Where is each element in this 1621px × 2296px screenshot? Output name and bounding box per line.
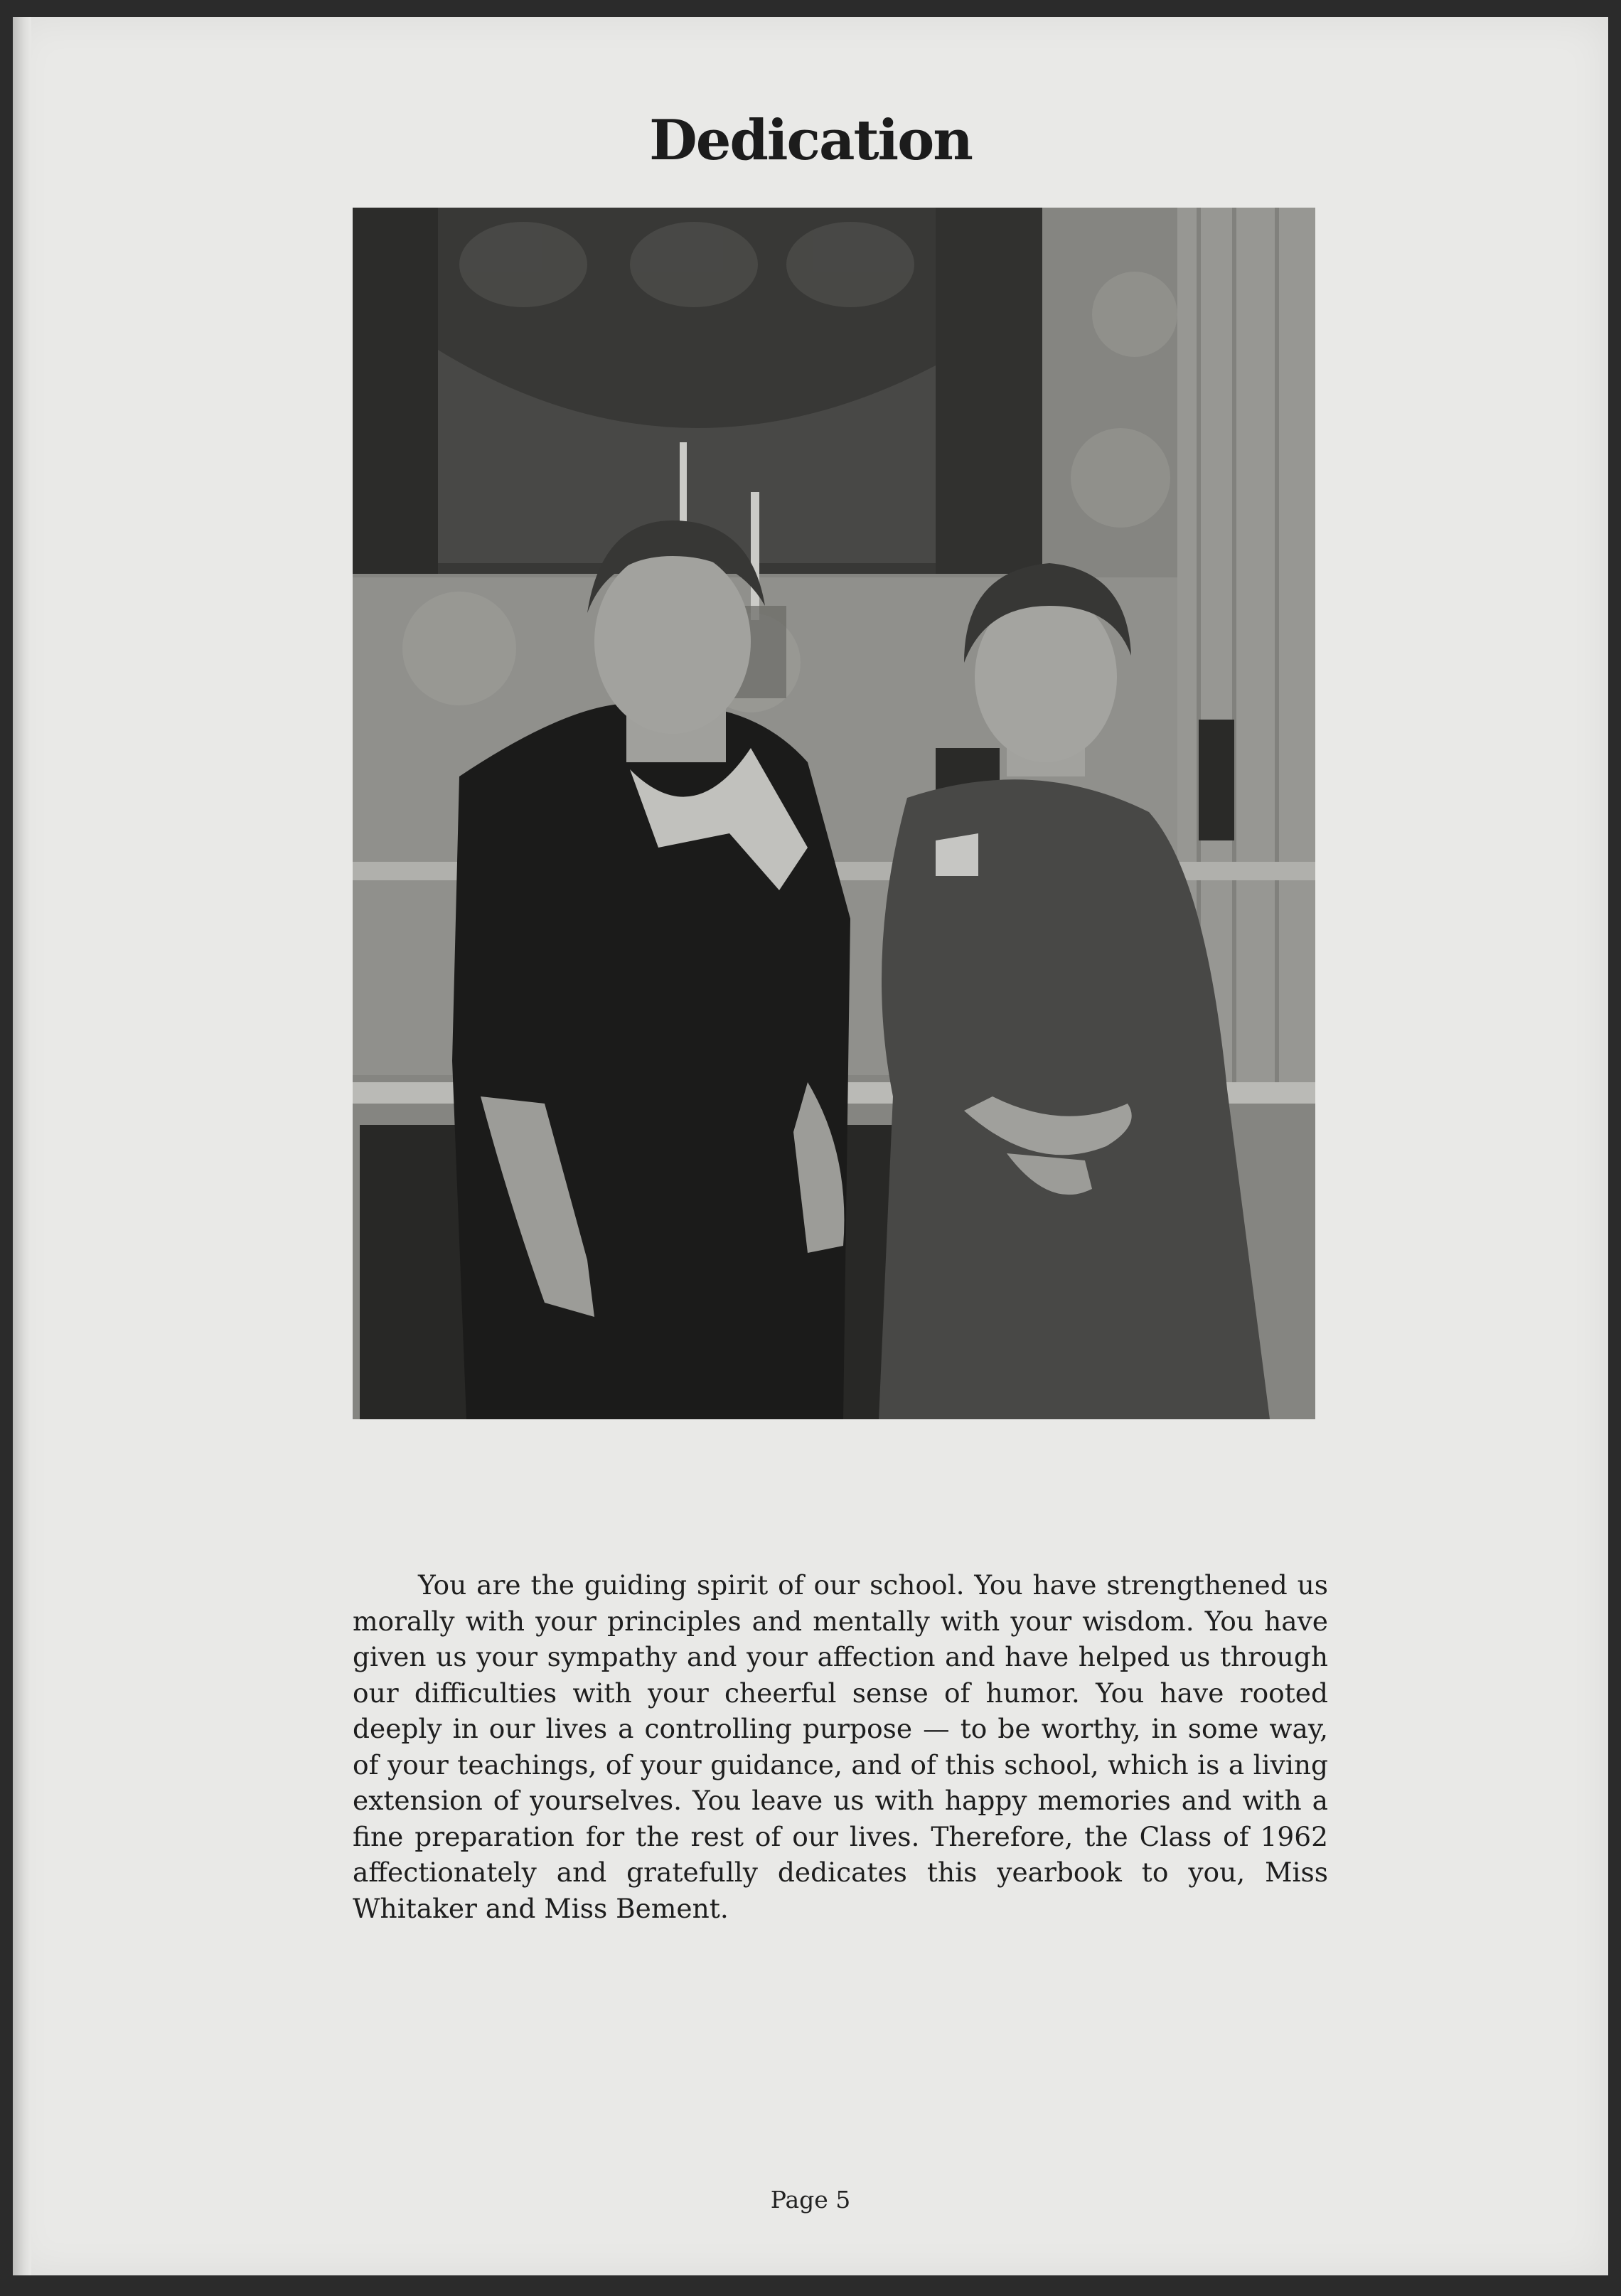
page-spine-shadow — [13, 17, 31, 2275]
dedication-paragraph: You are the guiding spirit of our school. You have strengthened us morally with your principles and mentally with your wisdom. You have given us your sympathy and your affection and have helped us through our difficulties with your cheerful sense of humor. You have rooted deeply in our lives a controlling purpose — to be worthy, in some way, of your teachings, of your guidance, and of this school, which is a living extension of yourselves. You leave us with happy memories and with a fine preparation for the rest of our lives. Therefore, the Class of 1962 affectionately and gratefully dedicates this yearbook to you, Miss Whitaker and Miss Bement. — [353, 1569, 1328, 1924]
photo-illustration — [353, 208, 1315, 1419]
dedication-photo — [353, 208, 1315, 1419]
page-number: Page 5 — [770, 2186, 851, 2214]
yearbook-page — [13, 17, 1608, 2275]
page-title: Dedication — [649, 108, 972, 173]
